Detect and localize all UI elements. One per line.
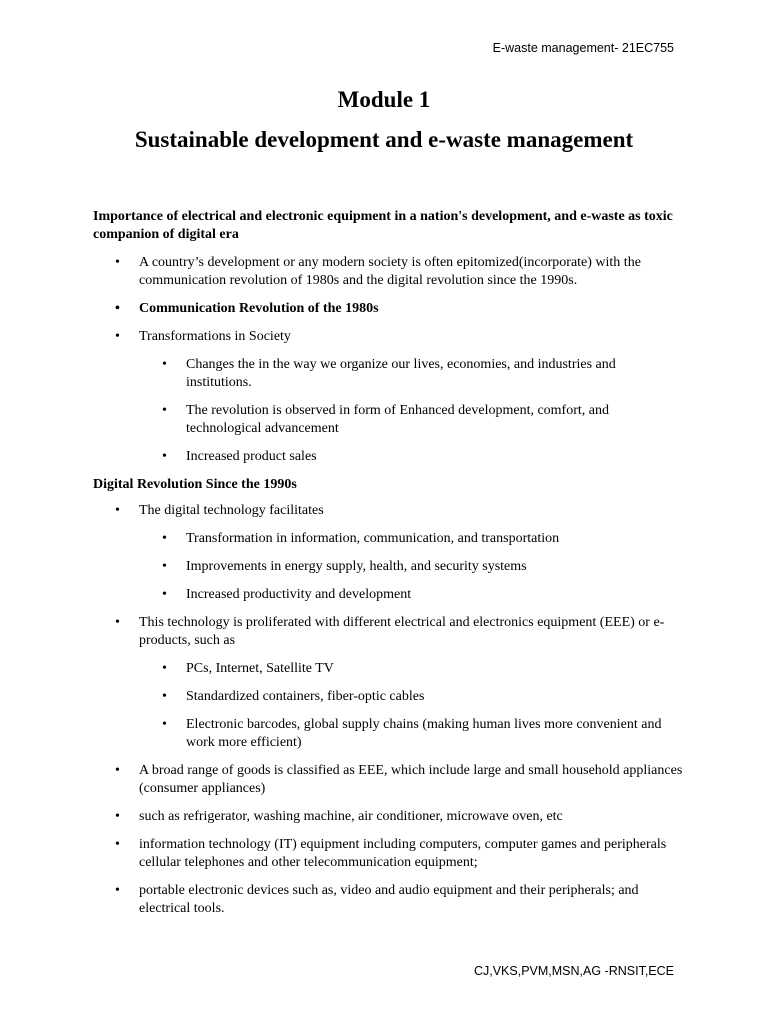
section-heading-importance: Importance of electrical and electronic equipment in a nation's development, and e-waste as toxic companion of digital era: [93, 209, 673, 242]
sub-list-item: • PCs, Internet, Satellite TV: [139, 660, 683, 678]
list-item: • The digital technology facilitates: [93, 502, 683, 520]
module-subtitle: Sustainable development and e-waste management: [134, 127, 634, 152]
list-item: • This technology is proliferated with different electrical and electronics equipment (EEE) or e-products, such as: [93, 614, 683, 650]
sub-list-item: • Standardized containers, fiber-optic cables: [139, 688, 683, 706]
facilitates-sublist: [139, 530, 683, 604]
sub-list-item: • Improvements in energy supply, health, and security systems: [139, 558, 683, 576]
products-sublist: [139, 660, 683, 752]
list-item-text: Transformations in Society: [139, 329, 291, 344]
sub-list-item: • Electronic barcodes, global supply chains (making human lives more convenient and work more efficient): [139, 716, 683, 752]
sub-list-item: • Increased product sales: [139, 448, 683, 466]
sub-list-item: • Changes the in the way we organize our lives, economies, and industries and institutions.: [139, 356, 683, 392]
document-body: [93, 208, 683, 928]
sub-list-item: • Transformation in information, communication, and transportation: [139, 530, 683, 548]
list-item: • information technology (IT) equipment including computers, computer games and peripherals cellular telephones and other telecommunication equipment;: [93, 836, 683, 872]
list-item: • such as refrigerator, washing machine, air conditioner, microwave oven, etc: [93, 808, 683, 826]
list-item: [93, 328, 683, 346]
transformations-sublist: [139, 356, 683, 466]
running-footer: CJ,VKS,PVM,MSN,AG -RNSIT,ECE: [473, 964, 674, 978]
list-item: • Communication Revolution of the 1980s: [93, 300, 683, 318]
sub-list-item: • The revolution is observed in form of Enhanced development, comfort, and technological advancement: [139, 402, 683, 438]
eee-list: [93, 762, 683, 918]
list-item: • A broad range of goods is classified as EEE, which include large and small household appliances (consumer appliances): [93, 762, 683, 798]
digital-list-cont: [93, 614, 683, 650]
list-item: • portable electronic devices such as, video and audio equipment and their peripherals; and electrical tools.: [93, 882, 683, 918]
section-heading-digital: Digital Revolution Since the 1990s: [93, 477, 297, 492]
module-title: Module 1: [337, 87, 431, 112]
list-item: • A country’s development or any modern society is often epitomized(incorporate) with the communication revolution of 1980s and the digital revolution since the 1990s.: [93, 254, 683, 290]
importance-list: [93, 254, 683, 346]
digital-list: [93, 502, 683, 520]
running-header: E-waste management- 21EC755: [492, 41, 674, 55]
sub-list-item: • Increased productivity and development: [139, 586, 683, 604]
